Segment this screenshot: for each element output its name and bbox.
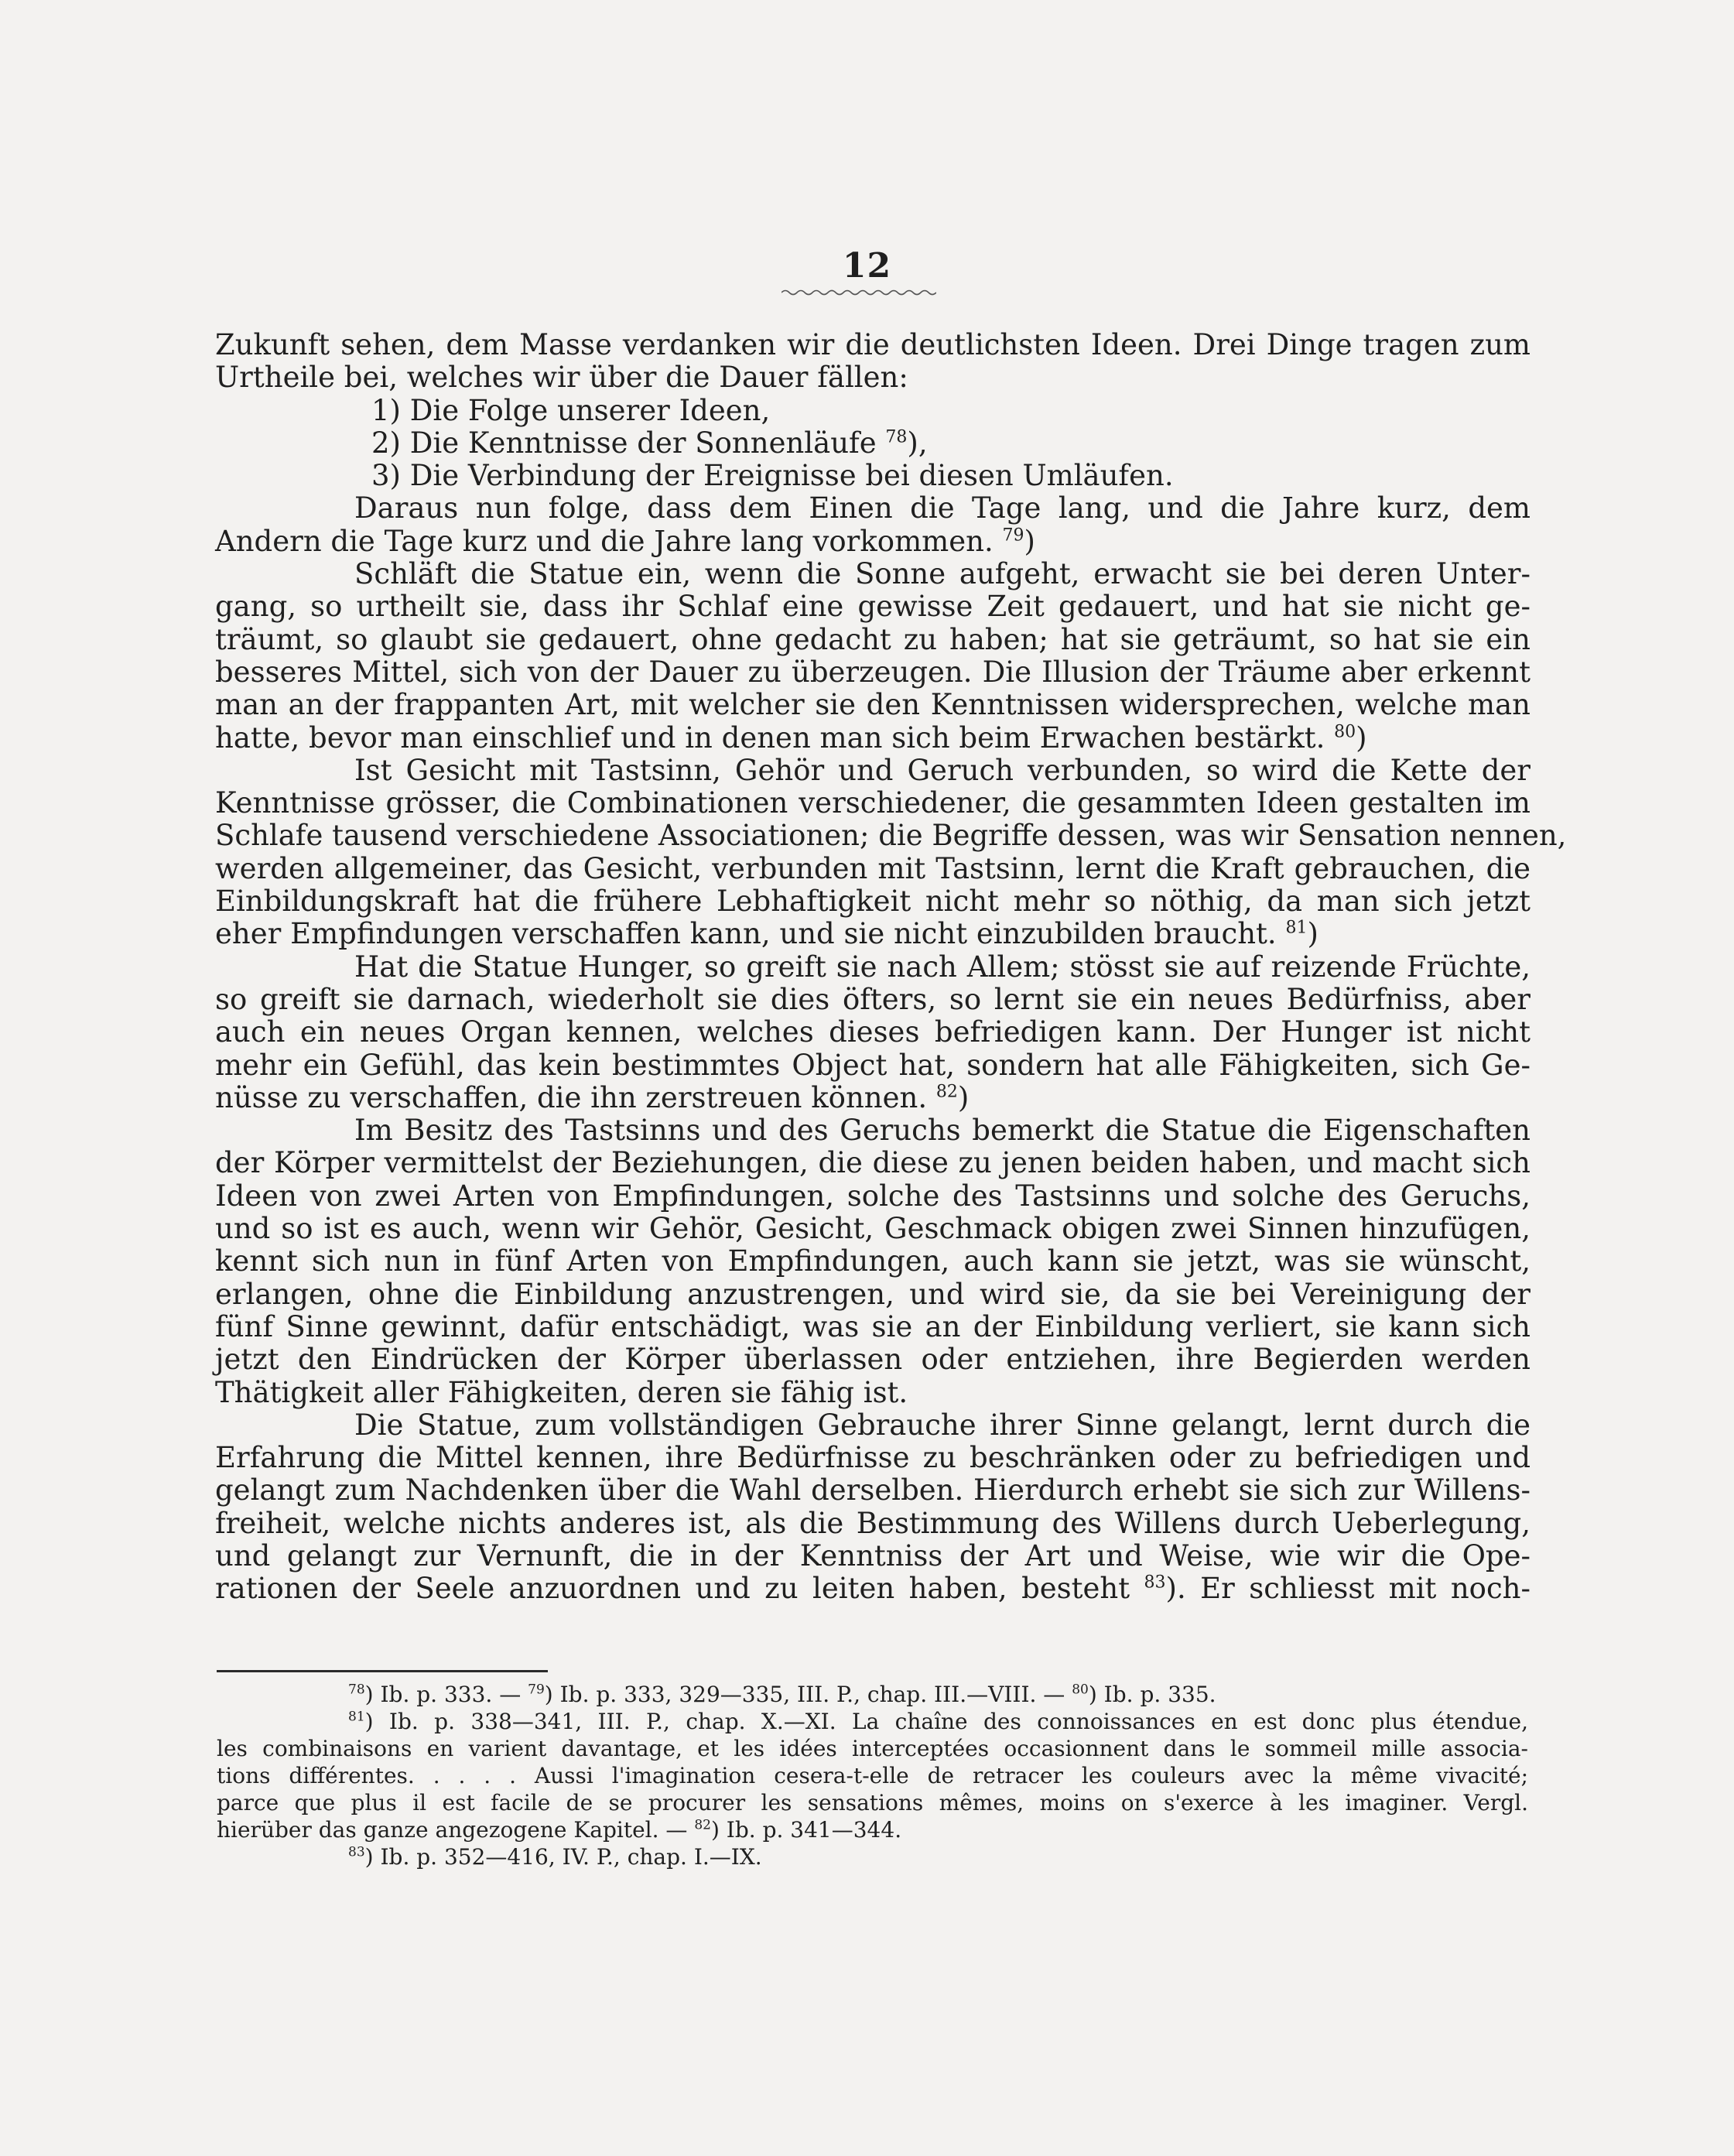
footnote-line: hierüber das ganze angezogene Kapitel. — $^{82}$) Ib. p. 341—344. bbox=[217, 1817, 902, 1843]
footnote-line: parce que plus il est facile de se procurer les sensations mêmes, moins on s'exerce à les imaginer. Vergl. bbox=[217, 1790, 1528, 1815]
list-item: 1) Die Folge unserer Ideen, bbox=[371, 393, 771, 427]
footnote-ref[interactable]: 82 bbox=[935, 1082, 958, 1102]
footnote-line: les combinaisons en varient davantage, et les idées interceptées occasionnent dans le sommeil mille associa- bbox=[217, 1736, 1528, 1761]
text-line: und gelangt zur Vernunft, die in der Kenntniss der Art und Weise, wie wir die Ope- bbox=[215, 1538, 1531, 1573]
text-line: nüsse zu verschaffen, die ihn zerstreuen können. $^{82}$) bbox=[215, 1080, 970, 1114]
text-line: Erfahrung die Mittel kennen, ihre Bedürfnisse zu beschränken oder zu befriedigen und bbox=[215, 1441, 1531, 1475]
text-line: Andern die Tage kurz und die Jahre lang vorkommen. $^{79}$) bbox=[215, 524, 1035, 558]
text-line: jetzt den Eindrücken der Körper überlassen oder entziehen, ihre Begierden werden bbox=[215, 1343, 1531, 1377]
header-ornament bbox=[781, 288, 936, 297]
text-line: besseres Mittel, sich von der Dauer zu überzeugen. Die Illusion der Träume aber erkennt bbox=[215, 655, 1531, 689]
text-line: und so ist es auch, wenn wir Gehör, Gesicht, Geschmack obigen zwei Sinnen hinzufügen, bbox=[215, 1212, 1531, 1246]
text-line: Schlafe tausend verschiedene Associationen; die Begriffe dessen, was wir Sensation nennen, bbox=[215, 819, 1567, 853]
footnote-ref[interactable]: 81 bbox=[1285, 919, 1308, 939]
footnote-line: tions différentes. . . . . Aussi l'imagination cesera-t-elle de retracer les couleurs avec la même vivacité; bbox=[217, 1763, 1528, 1788]
footnote-line: $^{81}$) Ib. p. 338—341, III. P., chap. X.—XI. La chaîne des connoissances en est donc plus étendue, bbox=[348, 1709, 1528, 1734]
text-line: Hat die Statue Hunger, so greift sie nach Allem; stösst sie auf reizende Früchte, bbox=[354, 950, 1531, 984]
text-line: rationen der Seele anzuordnen und zu leiten haben, besteht $^{83}$). Er schliesst mit noch- bbox=[215, 1572, 1531, 1606]
text-line: Urtheile bei, welches wir über die Dauer fällen: bbox=[215, 361, 908, 395]
list-item: 3) Die Verbindung der Ereignisse bei diesen Umläufen. bbox=[371, 459, 1174, 493]
text-line: kennt sich nun in fünf Arten von Empfindungen, auch kann sie jetzt, was sie wünscht, bbox=[215, 1244, 1531, 1278]
text-line: Kenntnisse grösser, die Combinationen verschiedener, die gesammten Ideen gestalten im bbox=[215, 786, 1531, 820]
text-line: auch ein neues Organ kennen, welches dieses befriedigen kann. Der Hunger ist nicht bbox=[215, 1015, 1531, 1049]
footnotes bbox=[217, 1681, 1528, 1870]
text-line: Ist Gesicht mit Tastsinn, Gehör und Geruch verbunden, so wird die Kette der bbox=[354, 753, 1531, 787]
text-line: mehr ein Gefühl, das kein bestimmtes Object hat, sondern hat alle Fähigkeiten, sich Ge- bbox=[215, 1048, 1531, 1082]
footnote-line: $^{78}$) Ib. p. 333. — $^{79}$) Ib. p. 333, 329—335, III. P., chap. III.—VIII. — $^{80}$) Ib. p. 335. bbox=[348, 1682, 1216, 1707]
text-line: so greift sie darnach, wiederholt sie dies öfters, so lernt sie ein neues Bedürfniss, aber bbox=[215, 982, 1531, 1016]
text-line: gang, so urtheilt sie, dass ihr Schlaf eine gewisse Zeit gedauert, und hat sie nicht ge- bbox=[215, 590, 1531, 624]
text-line: eher Empfindungen verschaffen kann, und sie nicht einzubilden braucht. $^{81}$) bbox=[215, 917, 1318, 951]
text-line: gelangt zum Nachdenken über die Wahl derselben. Hierdurch erhebt sie sich zur Willens- bbox=[215, 1473, 1531, 1507]
footnote-ref[interactable]: 80 bbox=[1334, 722, 1356, 742]
page-number: 12 bbox=[842, 246, 892, 286]
text-line: Schläft die Statue ein, wenn die Sonne aufgeht, erwacht sie bei deren Unter- bbox=[354, 557, 1531, 591]
text-line: hatte, bevor man einschlief und in denen man sich beim Erwachen bestärkt. $^{80}$) bbox=[215, 720, 1367, 755]
text-line: Zukunft sehen, dem Masse verdanken wir die deutlichsten Ideen. Drei Dinge tragen zum bbox=[215, 328, 1531, 361]
text-line: werden allgemeiner, das Gesicht, verbunden mit Tastsinn, lernt die Kraft gebrauchen, die bbox=[215, 851, 1531, 885]
text-line: träumt, so glaubt sie gedauert, ohne gedacht zu haben; hat sie geträumt, so hat sie ein bbox=[215, 622, 1531, 656]
text-line: fünf Sinne gewinnt, dafür entschädigt, was sie an der Einbildung verliert, sie kann sich bbox=[215, 1309, 1531, 1343]
text-line: erlangen, ohne die Einbildung anzustrengen, und wird sie, da sie bei Vereinigung der bbox=[215, 1277, 1531, 1311]
footnote-divider bbox=[217, 1670, 548, 1672]
footnote-ref[interactable]: 79 bbox=[1002, 525, 1024, 546]
text-line: freiheit, welche nichts anderes ist, als die Bestimmung des Willens durch Ueberlegung, bbox=[215, 1506, 1531, 1540]
footnote-ref[interactable]: 78 bbox=[885, 427, 908, 447]
text-line: Daraus nun folge, dass dem Einen die Tage lang, und die Jahre kurz, dem bbox=[354, 491, 1531, 525]
text-line: Einbildungskraft hat die frühere Lebhaftigkeit nicht mehr so nöthig, da man sich jetzt bbox=[215, 885, 1531, 919]
text-line: Ideen von zwei Arten von Empfindungen, solche des Tastsinns und solche des Geruchs, bbox=[215, 1179, 1531, 1213]
text-line: der Körper vermittelst der Beziehungen, die diese zu jenen beiden haben, und macht sich bbox=[215, 1146, 1531, 1180]
text-line: Thätigkeit aller Fähigkeiten, deren sie fähig ist. bbox=[215, 1375, 908, 1409]
footnote-line: $^{83}$) Ib. p. 352—416, IV. P., chap. I.—IX. bbox=[348, 1844, 762, 1870]
list-item: 2) Die Kenntnisse der Sonnenläufe $^{78}$), bbox=[371, 426, 928, 460]
body-text bbox=[215, 328, 1567, 1606]
text-line: Im Besitz des Tastsinns und des Geruchs bemerkt die Statue die Eigenschaften bbox=[354, 1114, 1531, 1148]
text-line: man an der frappanten Art, mit welcher sie den Kenntnissen widersprechen, welche man bbox=[215, 688, 1531, 722]
text-line: Die Statue, zum vollständigen Gebrauche ihrer Sinne gelangt, lernt durch die bbox=[354, 1408, 1531, 1442]
footnote-ref[interactable]: 83 bbox=[1144, 1573, 1166, 1593]
